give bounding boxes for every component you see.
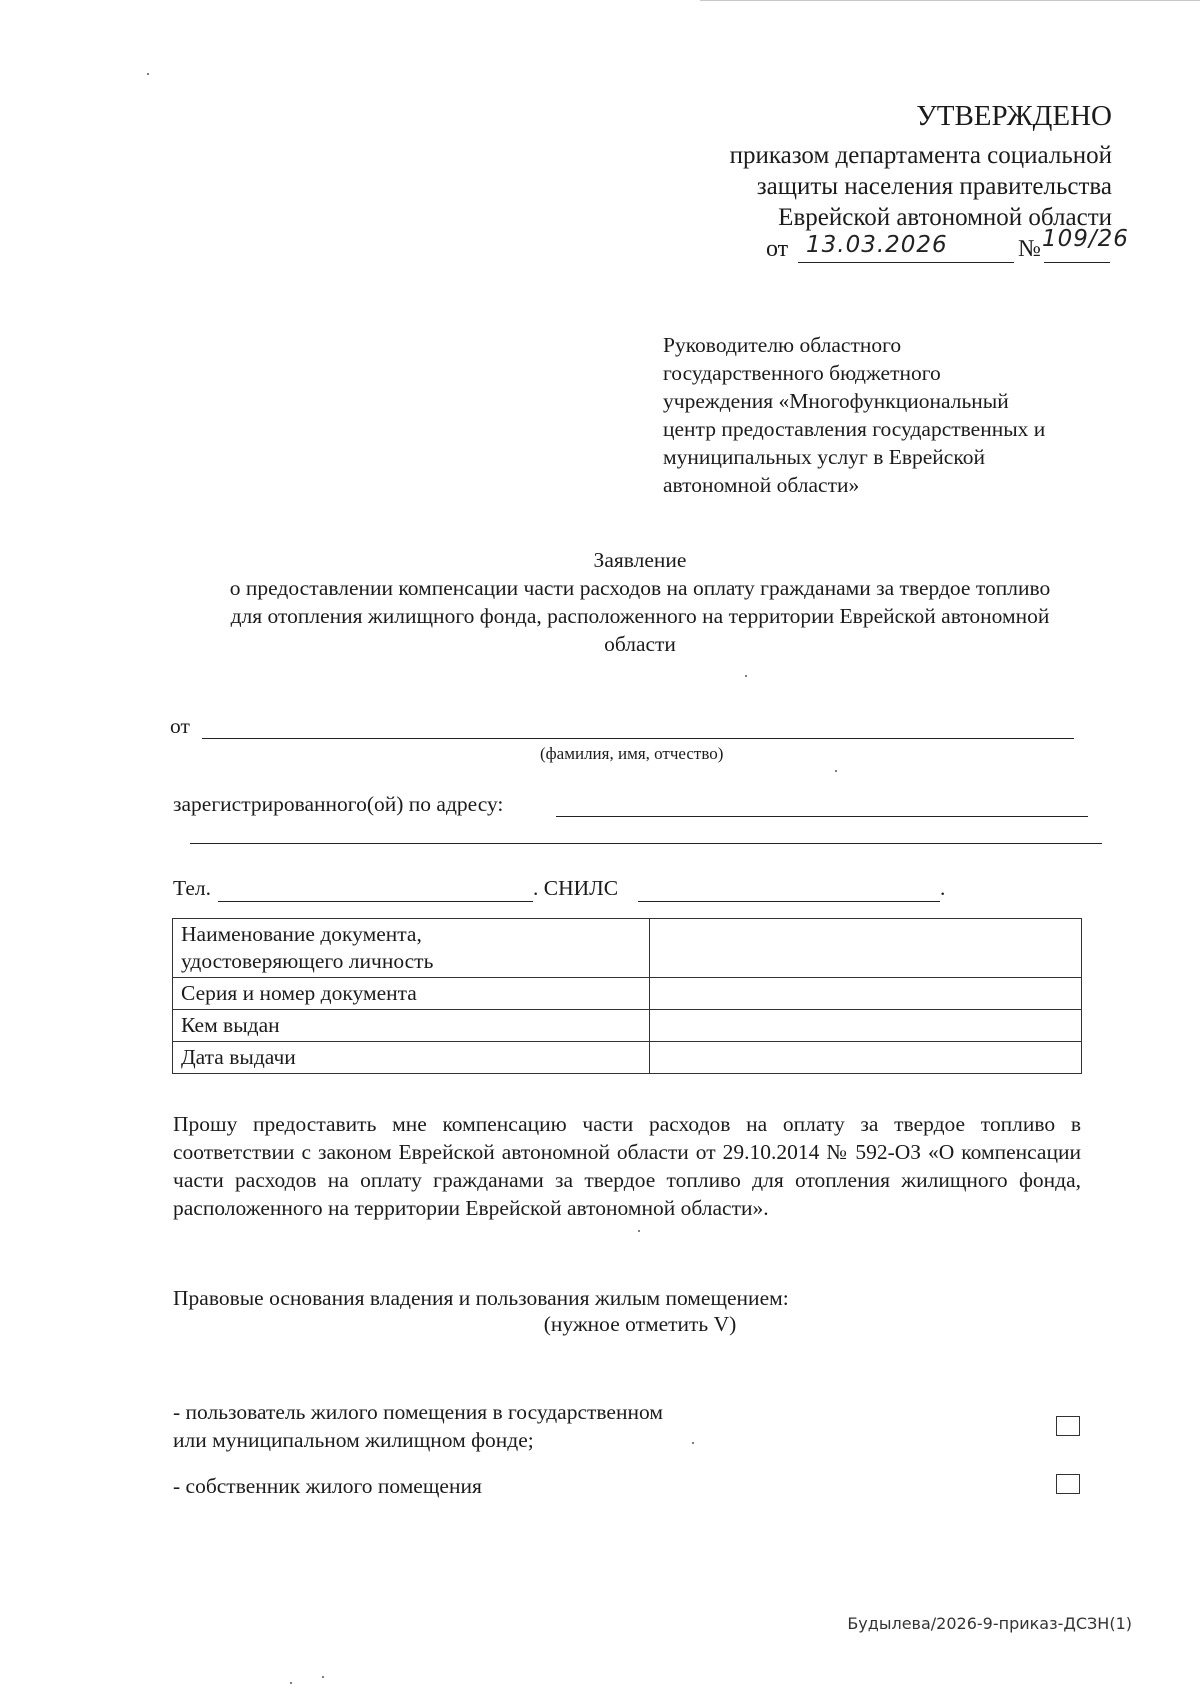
doc-name-label-line2: удостоверяющего личность — [181, 949, 434, 973]
phone-field[interactable] — [218, 900, 533, 902]
doc-series-value-cell[interactable] — [650, 978, 1082, 1010]
table-row — [173, 1010, 1082, 1042]
table-row — [173, 1042, 1082, 1074]
address-label: зарегистрированного(ой) по адресу: — [173, 792, 504, 816]
doc-issue-date-value-cell[interactable] — [650, 1042, 1082, 1074]
subject-line: для отопления жилищного фонда, расположенного на территории Еврейской автономной — [230, 604, 1050, 628]
from-label: от — [170, 714, 190, 738]
table-row — [173, 919, 1082, 978]
option-tenant-checkbox[interactable] — [1056, 1416, 1080, 1436]
approval-line-1: приказом департамента социальной — [729, 142, 1112, 169]
doc-issued-by-label: Кем выдан — [173, 1010, 650, 1042]
scan-speck — [745, 675, 747, 677]
doc-name-value-cell[interactable] — [650, 919, 1082, 978]
handwritten-number: 109/26 — [1042, 226, 1129, 252]
full-name-field[interactable] — [202, 737, 1074, 739]
scan-speck — [638, 1230, 640, 1232]
scan-speck — [147, 73, 149, 75]
subject-line: области — [604, 632, 676, 656]
scan-speck — [835, 770, 837, 772]
scan-speck — [322, 1676, 324, 1678]
identity-document-table — [172, 918, 1082, 1074]
option-owner — [173, 1472, 482, 1500]
addressee-line: автономной области» — [663, 473, 860, 497]
date-prefix: от — [766, 236, 789, 262]
addressee-line: муниципальных услуг в Еврейской — [663, 445, 985, 469]
subject-line: о предоставлении компенсации части расходов на оплату гражданами за твердое топливо — [229, 576, 1051, 600]
addressee-line: Руководителю областного — [663, 333, 902, 357]
scan-speck — [290, 1682, 292, 1684]
approval-title: УТВЕРЖДЕНО — [916, 100, 1112, 132]
address-field[interactable] — [556, 815, 1088, 817]
request-paragraph: Прошу предоставить мне компенсацию части расходов на оплату за твердое топливо в соответствии с законом Еврейской автономной области от 29.10.2014 № 592-ОЗ «О компенсации части расходов на оплату гражданами за твердое топливо для отопления жилищного фонда, расположенного на территории Еврейской автономной области». — [173, 1112, 1081, 1220]
doc-name-label — [173, 919, 650, 978]
addressee-line: центр предоставления государственных и — [663, 417, 1046, 441]
application-title: Заявление — [593, 548, 687, 572]
addressee-line: учреждения «Многофункциональный — [663, 389, 1009, 413]
option-tenant-line2: или муниципальном жилищном фонде; — [173, 1428, 534, 1452]
option-owner-checkbox[interactable] — [1056, 1474, 1080, 1494]
addressee-line: государственного бюджетного — [663, 361, 941, 385]
snils-label: . СНИЛС — [533, 876, 619, 900]
handwritten-date: 13.03.2026 — [806, 232, 948, 258]
doc-issue-date-label: Дата выдачи — [173, 1042, 650, 1074]
scan-edge-line — [700, 0, 1200, 1]
approval-line-3: Еврейской автономной области — [778, 204, 1112, 231]
grounds-title: Правовые основания владения и пользования жилым помещением: — [173, 1286, 789, 1310]
option-tenant — [173, 1398, 663, 1454]
full-name-caption: (фамилия, имя, отчество) — [540, 744, 724, 763]
phone-label: Тел. — [173, 876, 211, 900]
snils-end-dot: . — [940, 876, 946, 900]
option-tenant-line1: - пользователь жилого помещения в государственном — [173, 1400, 663, 1424]
snils-field[interactable] — [638, 900, 940, 902]
doc-name-label-line1: Наименование документа, — [181, 922, 422, 946]
approval-date-number — [766, 226, 1146, 270]
application-subject — [170, 574, 1110, 658]
approval-line-2: защиты населения правительства — [756, 173, 1112, 200]
scan-speck — [692, 1442, 694, 1444]
number-prefix: № — [1018, 236, 1041, 262]
footer-reference: Будылева/2026-9-приказ-ДСЗН(1) — [847, 1614, 1132, 1633]
option-owner-line1: - собственник жилого помещения — [173, 1474, 482, 1498]
doc-issued-by-value-cell[interactable] — [650, 1010, 1082, 1042]
address-field-continuation[interactable] — [190, 842, 1102, 844]
table-row — [173, 978, 1082, 1010]
addressee-block — [663, 331, 1133, 499]
grounds-hint: (нужное отметить V) — [543, 1312, 737, 1336]
doc-series-label: Серия и номер документа — [173, 978, 650, 1010]
